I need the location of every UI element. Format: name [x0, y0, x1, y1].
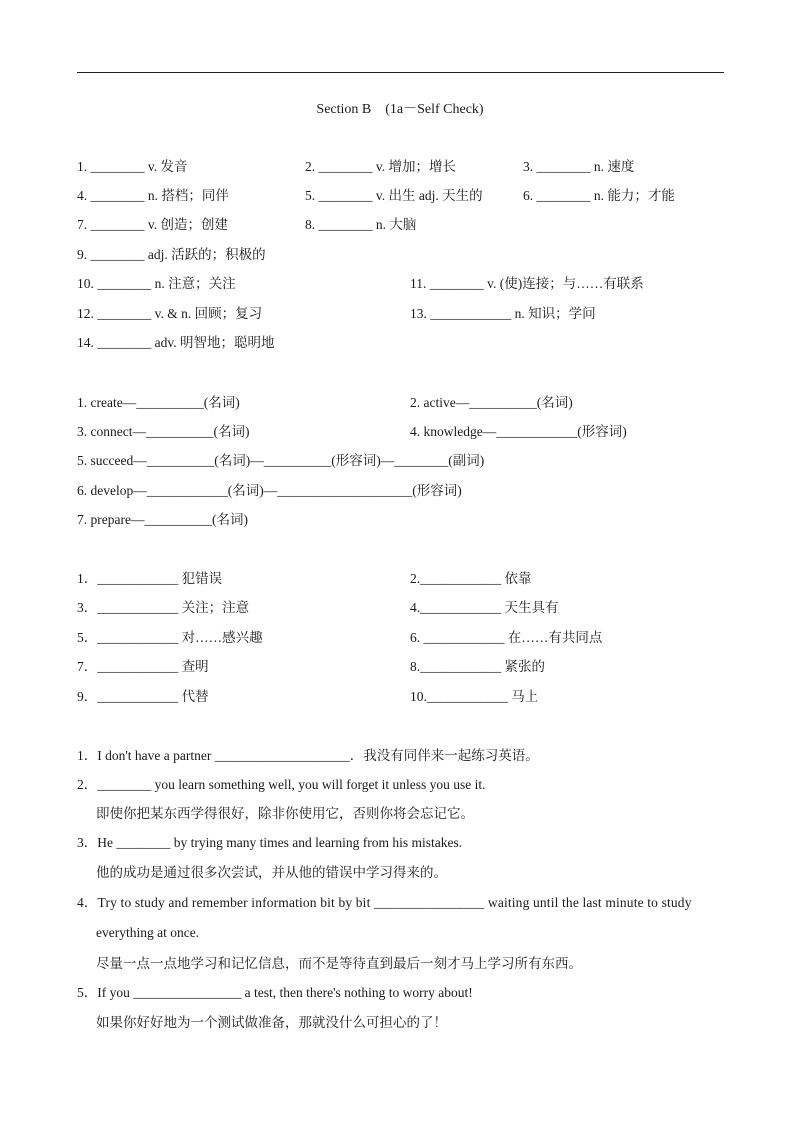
wordform-item-2: 2. active—__________(名词) — [410, 395, 573, 410]
phrase-item-3: 3．____________ 关注；注意 — [77, 600, 250, 615]
wordform-item-5: 5. succeed—__________(名词)—__________(形容词)—________(副词) — [77, 453, 485, 468]
phrase-item-6: 6. ____________ 在……有共同点 — [410, 630, 603, 645]
sentence-item-3: 3．He ________ by trying many times and learning from his mistakes. — [77, 835, 463, 850]
wordform-item-6: 6. develop—____________(名词)—____________________(形容词) — [77, 483, 462, 498]
sentence-translation-5: 如果你好好地为一个测试做准备，那就没什么可担心的了！ — [96, 1015, 447, 1030]
phrase-item-4: 4.____________ 天生具有 — [410, 600, 559, 615]
phrase-item-8: 8.____________ 紧张的 — [410, 659, 545, 674]
vocab-item-7: 7. ________ v. 创造；创建 — [77, 217, 228, 232]
vocab-item-12: 12. ________ v. & n. 回顾；复习 — [77, 306, 263, 321]
vocab-item-9: 9. ________ adj. 活跃的；积极的 — [77, 247, 266, 262]
vocab-item-4: 4. ________ n. 搭档；同伴 — [77, 188, 229, 203]
vocab-item-14: 14. ________ adv. 明智地；聪明地 — [77, 335, 275, 350]
vocab-item-10: 10. ________ n. 注意；关注 — [77, 276, 236, 291]
sentence-item-4: 4．Try to study and remember information bit by bit ________________ waiting until the last minute to study — [77, 895, 692, 910]
phrase-item-2: 2.____________ 依靠 — [410, 571, 532, 586]
wordform-item-4: 4. knowledge—____________(形容词) — [410, 424, 627, 439]
vocab-item-1: 1. ________ v. 发音 — [77, 159, 188, 174]
wordform-item-7: 7. prepare—__________(名词) — [77, 512, 248, 527]
vocab-item-13: 13. ____________ n. 知识；学问 — [410, 306, 596, 321]
vocab-item-3: 3. ________ n. 速度 — [523, 159, 635, 174]
phrase-item-5: 5．____________ 对……感兴趣 — [77, 630, 263, 645]
sentence-item-2: 2．________ you learn something well, you will forget it unless you use it. — [77, 777, 486, 792]
page-title: Section B (1a－Self Check) — [316, 102, 484, 117]
sentence-item-4-cont: everything at once. — [96, 925, 200, 940]
sentence-translation-2: 即使你把某东西学得很好，除非你使用它，否则你将会忘记它。 — [96, 806, 474, 821]
phrase-item-1: 1．____________ 犯错误 — [77, 571, 223, 586]
sentence-item-1: 1．I don't have a partner ____________________．我没有同伴来一起练习英语。 — [77, 748, 539, 763]
vocab-item-2: 2. ________ v. 增加；增长 — [305, 159, 456, 174]
sentence-item-5: 5．If you ________________ a test, then there's nothing to worry about! — [77, 985, 473, 1000]
vocab-item-6: 6. ________ n. 能力；才能 — [523, 188, 675, 203]
vocab-item-11: 11. ________ v. (使)连接；与……有联系 — [410, 276, 644, 291]
phrase-item-9: 9．____________ 代替 — [77, 689, 209, 704]
sentence-translation-4: 尽量一点一点地学习和记忆信息，而不是等待直到最后一刻才马上学习所有东西。 — [96, 956, 582, 971]
sentence-translation-3: 他的成功是通过很多次尝试，并从他的错误中学习得来的。 — [96, 865, 447, 880]
wordform-item-3: 3. connect—__________(名词) — [77, 424, 250, 439]
phrase-item-7: 7．____________ 查明 — [77, 659, 209, 674]
top-rule — [77, 72, 724, 73]
phrase-item-10: 10.____________ 马上 — [410, 689, 539, 704]
vocab-item-5: 5. ________ v. 出生 adj. 天生的 — [305, 188, 483, 203]
vocab-item-8: 8. ________ n. 大脑 — [305, 217, 417, 232]
wordform-item-1: 1. create—__________(名词) — [77, 395, 240, 410]
